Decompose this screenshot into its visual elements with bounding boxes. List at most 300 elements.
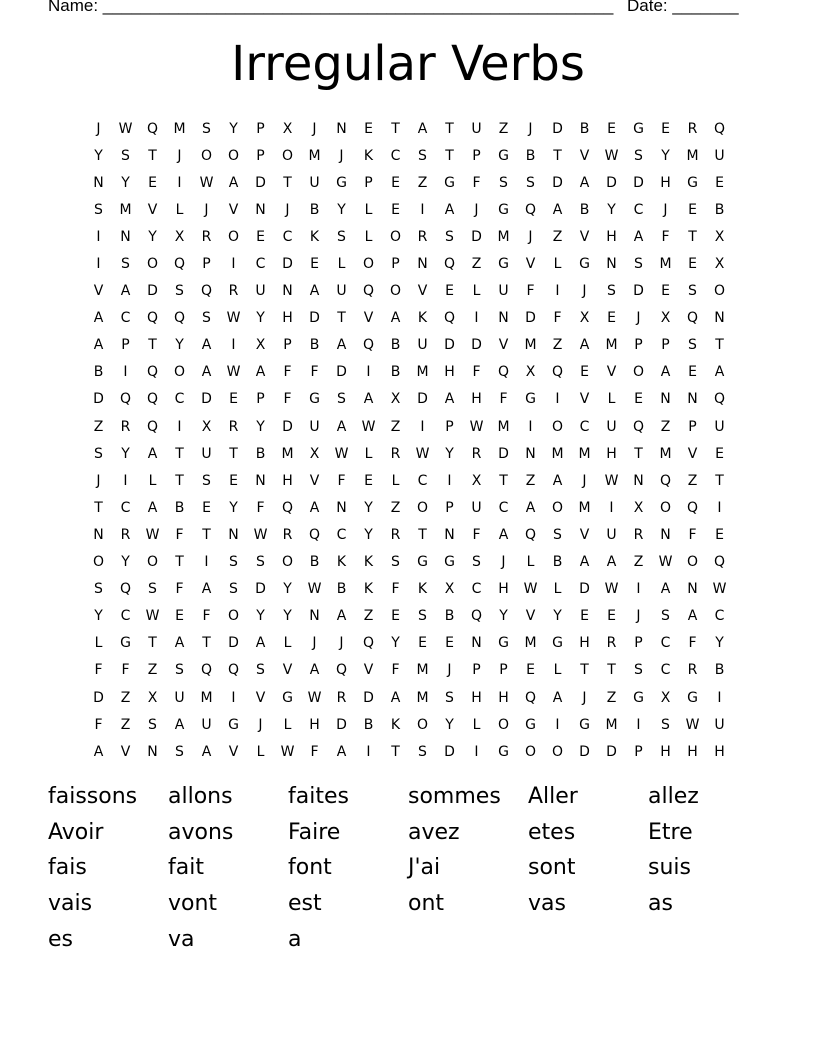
grid-letter: E: [391, 174, 400, 191]
grid-letter: V: [120, 743, 131, 760]
grid-letter: E: [688, 364, 697, 381]
grid-letter: N: [714, 310, 725, 327]
grid-letter: G: [525, 716, 536, 733]
grid-letter: Z: [552, 337, 563, 354]
grid-letter: H: [282, 310, 293, 327]
grid-letter: S: [418, 608, 427, 625]
grid-letter: H: [660, 174, 671, 191]
word-bank-item: J'ai: [408, 855, 441, 881]
word-bank-item: va: [168, 926, 195, 952]
grid-letter: C: [579, 418, 590, 435]
grid-letter: I: [96, 256, 101, 273]
grid-letter: U: [309, 174, 320, 191]
grid-letter: S: [148, 581, 157, 598]
grid-letter: S: [202, 120, 211, 137]
grid-letter: M: [605, 716, 618, 733]
grid-row: [85, 332, 733, 359]
grid-letter: W: [226, 364, 241, 381]
grid-letter: Z: [606, 689, 617, 706]
grid-letter: P: [121, 337, 130, 354]
grid-letter: C: [714, 608, 725, 625]
grid-letter: S: [418, 147, 427, 164]
grid-letter: J: [528, 228, 533, 245]
grid-letter: F: [337, 472, 346, 489]
grid-letter: B: [390, 337, 401, 354]
grid-letter: C: [282, 228, 293, 245]
grid-letter: J: [204, 201, 209, 218]
grid-row: [85, 250, 733, 277]
grid-letter: A: [174, 635, 185, 652]
grid-letter: U: [336, 283, 347, 300]
grid-letter: E: [391, 608, 400, 625]
grid-letter: R: [120, 526, 131, 543]
grid-letter: X: [390, 391, 401, 408]
word-bank-item: allons: [168, 784, 233, 809]
grid-letter: K: [417, 310, 428, 327]
grid-letter: G: [498, 635, 509, 652]
grid-letter: X: [444, 581, 455, 598]
grid-letter: J: [582, 472, 587, 489]
grid-letter: S: [418, 743, 427, 760]
grid-letter: A: [255, 364, 266, 381]
grid-letter: T: [175, 554, 184, 571]
grid-letter: R: [417, 228, 428, 245]
grid-letter: Q: [308, 526, 321, 543]
grid-letter: L: [94, 635, 103, 652]
grid-letter: R: [390, 445, 401, 462]
grid-letter: Q: [686, 310, 699, 327]
grid-letter: Z: [687, 472, 698, 489]
grid-letter: B: [390, 364, 401, 381]
grid-letter: N: [444, 526, 455, 543]
grid-letter: C: [417, 472, 428, 489]
grid-letter: V: [228, 743, 239, 760]
grid-letter: Y: [121, 174, 130, 191]
grid-letter: W: [145, 526, 160, 543]
grid-letter: V: [525, 256, 536, 273]
grid-letter: B: [363, 716, 374, 733]
grid-letter: N: [93, 174, 104, 191]
grid-letter: Q: [146, 310, 159, 327]
word-bank-item: Aller: [528, 784, 578, 809]
grid-letter: C: [336, 526, 347, 543]
grid-letter: N: [660, 391, 671, 408]
grid-letter: Q: [659, 472, 672, 489]
grid-letter: T: [391, 743, 400, 760]
grid-letter: V: [282, 662, 293, 679]
grid-row: [85, 440, 733, 467]
grid-letter: B: [579, 201, 590, 218]
grid-letter: Z: [498, 120, 509, 137]
grid-letter: O: [281, 147, 294, 164]
grid-letter: P: [661, 337, 670, 354]
grid-letter: J: [528, 120, 533, 137]
grid-letter: L: [472, 716, 481, 733]
grid-letter: S: [391, 554, 400, 571]
grid-letter: R: [606, 635, 617, 652]
grid-letter: X: [525, 364, 536, 381]
grid-letter: M: [497, 418, 510, 435]
grid-letter: T: [580, 662, 589, 679]
grid-letter: W: [226, 310, 241, 327]
date-line: Date: _______: [627, 0, 739, 15]
grid-letter: M: [416, 364, 429, 381]
grid-letter: D: [255, 581, 266, 598]
grid-letter: N: [525, 445, 536, 462]
grid-letter: G: [309, 391, 320, 408]
grid-letter: P: [283, 337, 292, 354]
grid-letter: L: [256, 743, 265, 760]
grid-letter: Y: [256, 418, 265, 435]
grid-letter: Q: [146, 391, 159, 408]
grid-letter: S: [256, 554, 265, 571]
grid-letter: P: [391, 256, 400, 273]
grid-letter: O: [389, 283, 402, 300]
grid-letter: O: [551, 743, 564, 760]
grid-letter: K: [309, 228, 320, 245]
grid-letter: V: [309, 472, 320, 489]
grid-letter: W: [118, 120, 133, 137]
grid-letter: T: [607, 662, 616, 679]
word-bank-item: Avoir: [48, 819, 104, 845]
grid-letter: F: [283, 391, 292, 408]
grid-letter: I: [555, 283, 560, 300]
grid-letter: O: [227, 147, 240, 164]
word-bank-item: etes: [528, 819, 576, 845]
grid-letter: L: [391, 472, 400, 489]
grid-letter: J: [258, 716, 263, 733]
grid-letter: I: [204, 554, 209, 571]
grid-letter: E: [607, 310, 616, 327]
grid-letter: Y: [553, 608, 562, 625]
grid-letter: Q: [281, 499, 294, 516]
grid-letter: H: [687, 743, 698, 760]
word-bank-item: sommes: [408, 784, 501, 809]
grid-row: [85, 359, 733, 386]
grid-letter: V: [525, 608, 536, 625]
grid-letter: F: [472, 174, 481, 191]
grid-letter: B: [336, 581, 347, 598]
grid-letter: A: [336, 743, 347, 760]
grid-letter: B: [309, 337, 320, 354]
grid-letter: Q: [119, 391, 132, 408]
grid-letter: Y: [715, 635, 724, 652]
grid-letter: N: [282, 283, 293, 300]
grid-letter: G: [282, 689, 293, 706]
grid-letter: F: [526, 283, 535, 300]
grid-letter: A: [309, 499, 320, 516]
grid-letter: W: [334, 445, 349, 462]
grid-letter: O: [686, 554, 699, 571]
grid-letter: T: [715, 472, 724, 489]
grid-letter: D: [147, 283, 158, 300]
word-bank-item: avez: [408, 819, 460, 845]
grid-letter: F: [310, 743, 319, 760]
grid-letter: M: [416, 662, 429, 679]
word-bank-item: fais: [48, 855, 87, 881]
grid-letter: M: [416, 689, 429, 706]
grid-letter: A: [93, 743, 104, 760]
grid-letter: E: [445, 283, 454, 300]
grid-letter: Q: [173, 256, 186, 273]
grid-row: [85, 684, 733, 711]
grid-letter: B: [714, 662, 725, 679]
grid-letter: B: [309, 554, 320, 571]
grid-letter: E: [661, 120, 670, 137]
grid-letter: J: [447, 662, 452, 679]
grid-letter: T: [148, 337, 157, 354]
grid-letter: W: [145, 608, 160, 625]
grid-letter: S: [607, 283, 616, 300]
grid-letter: O: [227, 608, 240, 625]
grid-letter: A: [579, 174, 590, 191]
grid-letter: Y: [256, 310, 265, 327]
grid-letter: O: [92, 554, 105, 571]
grid-letter: U: [201, 445, 212, 462]
grid-letter: M: [308, 147, 321, 164]
grid-letter: G: [552, 635, 563, 652]
grid-letter: G: [498, 256, 509, 273]
header: [48, 0, 748, 20]
grid-letter: A: [552, 689, 563, 706]
grid-row: [85, 413, 733, 440]
grid-letter: E: [580, 608, 589, 625]
grid-letter: T: [175, 445, 184, 462]
grid-letter: F: [283, 364, 292, 381]
grid-letter: E: [715, 445, 724, 462]
grid-letter: I: [447, 472, 452, 489]
grid-letter: N: [309, 608, 320, 625]
grid-row: [85, 305, 733, 332]
grid-letter: A: [255, 635, 266, 652]
grid-letter: C: [471, 581, 482, 598]
grid-letter: I: [474, 310, 479, 327]
grid-letter: G: [498, 743, 509, 760]
grid-letter: N: [336, 499, 347, 516]
grid-letter: Z: [363, 608, 374, 625]
grid-letter: M: [497, 228, 510, 245]
word-bank-item: faissons: [48, 784, 138, 809]
grid-letter: O: [227, 228, 240, 245]
grid-letter: G: [228, 716, 239, 733]
grid-letter: E: [607, 120, 616, 137]
grid-letter: S: [121, 256, 130, 273]
grid-letter: G: [687, 174, 698, 191]
grid-letter: J: [582, 689, 587, 706]
grid-letter: V: [579, 228, 590, 245]
grid-letter: S: [445, 689, 454, 706]
grid-letter: P: [472, 662, 481, 679]
word-bank-item: Faire: [288, 819, 341, 845]
grid-letter: O: [551, 499, 564, 516]
grid-letter: S: [472, 554, 481, 571]
grid-letter: N: [687, 391, 698, 408]
grid-letter: H: [471, 391, 482, 408]
grid-letter: W: [523, 581, 538, 598]
grid-letter: R: [201, 228, 212, 245]
grid-row: [85, 576, 733, 603]
grid-letter: E: [229, 472, 238, 489]
grid-letter: V: [687, 445, 698, 462]
grid-letter: R: [687, 120, 698, 137]
grid-letter: H: [714, 743, 725, 760]
grid-letter: S: [256, 662, 265, 679]
grid-letter: T: [499, 472, 508, 489]
grid-letter: N: [255, 472, 266, 489]
grid-letter: Y: [661, 147, 670, 164]
grid-letter: A: [579, 337, 590, 354]
grid-letter: E: [148, 174, 157, 191]
grid-letter: K: [363, 147, 374, 164]
grid-letter: Z: [552, 228, 563, 245]
grid-letter: R: [282, 526, 293, 543]
page-title: Irregular Verbs: [231, 36, 585, 92]
word-bank-item: a: [288, 926, 302, 952]
grid-letter: S: [175, 743, 184, 760]
grid-letter: P: [499, 662, 508, 679]
grid-letter: E: [229, 391, 238, 408]
grid-letter: A: [147, 445, 158, 462]
grid-letter: C: [174, 391, 185, 408]
grid-letter: B: [93, 364, 104, 381]
word-bank-item: avons: [168, 819, 234, 845]
grid-letter: A: [498, 526, 509, 543]
grid-letter: Z: [471, 256, 482, 273]
grid-letter: F: [472, 364, 481, 381]
grid-letter: T: [175, 472, 184, 489]
grid-letter: D: [444, 743, 455, 760]
grid-letter: M: [281, 445, 294, 462]
grid-letter: O: [200, 147, 213, 164]
grid-letter: A: [363, 391, 374, 408]
grid-letter: W: [253, 526, 268, 543]
grid-letter: F: [256, 499, 265, 516]
grid-letter: U: [606, 526, 617, 543]
grid-letter: E: [202, 499, 211, 516]
grid-letter: H: [606, 445, 617, 462]
grid-letter: O: [497, 716, 510, 733]
word-bank-item: es: [48, 926, 73, 952]
grid-letter: E: [364, 120, 373, 137]
grid-letter: X: [660, 689, 671, 706]
grid-letter: X: [714, 228, 725, 245]
grid-letter: Y: [94, 608, 103, 625]
grid-letter: F: [310, 364, 319, 381]
grid-letter: Q: [119, 581, 132, 598]
grid-letter: I: [123, 364, 128, 381]
grid-letter: A: [606, 554, 617, 571]
grid-letter: B: [255, 445, 266, 462]
grid-letter: R: [390, 526, 401, 543]
grid-letter: I: [366, 364, 371, 381]
word-bank-item: suis: [648, 855, 691, 881]
grid-letter: D: [498, 445, 509, 462]
grid-letter: Q: [200, 283, 213, 300]
grid-letter: P: [634, 635, 643, 652]
grid-letter: Y: [94, 147, 103, 164]
grid-letter: W: [307, 689, 322, 706]
grid-letter: E: [364, 472, 373, 489]
word-bank-item: ont: [408, 891, 445, 917]
grid-letter: A: [444, 391, 455, 408]
grid-letter: Q: [443, 310, 456, 327]
grid-letter: T: [283, 174, 292, 191]
grid-letter: R: [228, 418, 239, 435]
grid-letter: I: [636, 581, 641, 598]
grid-letter: A: [174, 716, 185, 733]
grid-letter: J: [582, 283, 587, 300]
word-bank: [48, 779, 768, 957]
word-bank-item: font: [288, 855, 332, 881]
grid-letter: A: [444, 201, 455, 218]
grid-letter: I: [231, 337, 236, 354]
grid-letter: D: [444, 337, 455, 354]
grid-row: [85, 169, 733, 196]
grid-letter: W: [658, 554, 673, 571]
grid-row: [85, 278, 733, 305]
grid-letter: X: [309, 445, 320, 462]
grid-letter: O: [632, 364, 645, 381]
grid-letter: T: [202, 526, 211, 543]
grid-letter: M: [119, 201, 132, 218]
grid-letter: W: [415, 445, 430, 462]
word-bank-item: allez: [648, 784, 699, 809]
grid-letter: E: [256, 228, 265, 245]
grid-letter: Q: [524, 526, 537, 543]
grid-letter: H: [660, 743, 671, 760]
grid-letter: C: [120, 608, 131, 625]
grid-letter: A: [714, 364, 725, 381]
grid-letter: V: [147, 201, 158, 218]
grid-letter: J: [96, 472, 101, 489]
grid-letter: A: [309, 283, 320, 300]
grid-letter: O: [281, 554, 294, 571]
grid-letter: N: [417, 256, 428, 273]
grid-letter: T: [337, 310, 346, 327]
grid-letter: Y: [121, 554, 130, 571]
grid-letter: W: [280, 743, 295, 760]
grid-letter: A: [390, 689, 401, 706]
grid-letter: V: [579, 147, 590, 164]
grid-letter: T: [445, 120, 454, 137]
grid-letter: H: [579, 635, 590, 652]
grid-letter: O: [416, 716, 429, 733]
grid-letter: J: [636, 608, 641, 625]
grid-letter: X: [633, 499, 644, 516]
grid-letter: B: [444, 608, 455, 625]
grid-letter: E: [715, 526, 724, 543]
grid-letter: Y: [391, 635, 400, 652]
grid-letter: I: [177, 418, 182, 435]
grid-letter: Q: [632, 418, 645, 435]
grid-letter: I: [231, 256, 236, 273]
grid-letter: N: [687, 581, 698, 598]
grid-letter: J: [501, 554, 506, 571]
grid-letter: Z: [93, 418, 104, 435]
word-bank-item: fait: [168, 855, 204, 881]
grid-letter: R: [687, 662, 698, 679]
grid-letter: I: [555, 391, 560, 408]
grid-letter: K: [363, 581, 374, 598]
grid-letter: K: [417, 581, 428, 598]
grid-letter: R: [336, 689, 347, 706]
grid-letter: W: [604, 147, 619, 164]
grid-letter: S: [175, 662, 184, 679]
grid-letter: I: [717, 689, 722, 706]
grid-letter: A: [147, 499, 158, 516]
grid-letter: Q: [524, 201, 537, 218]
grid-letter: U: [714, 418, 725, 435]
